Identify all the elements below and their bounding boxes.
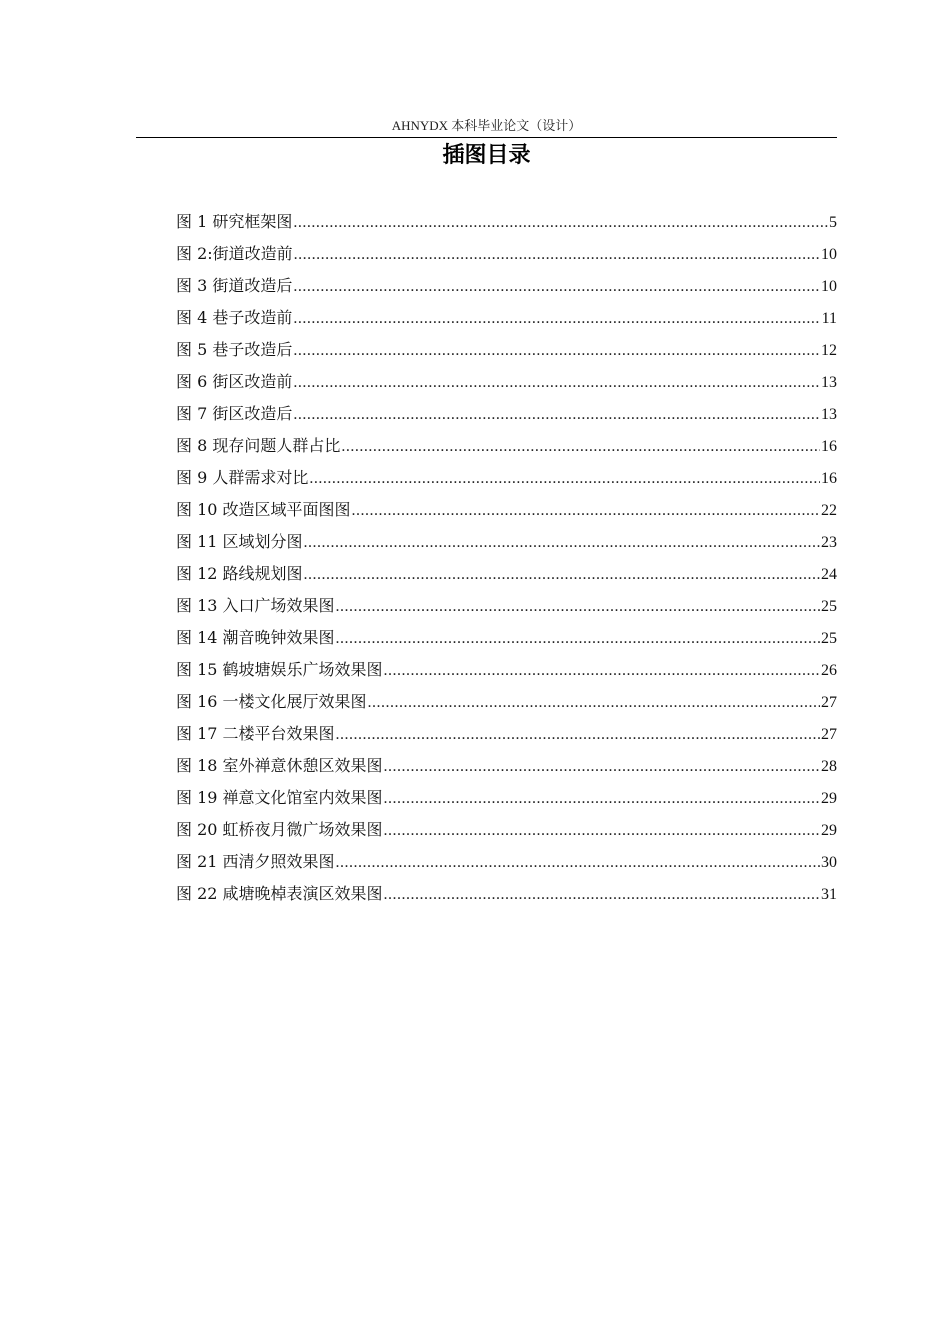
toc-entry-label: 图 10 改造区域平面图图 [176, 500, 351, 519]
toc-entry-page-number: 24 [821, 566, 837, 583]
dot-leader [336, 847, 820, 879]
toc-entry-label: 图 9 人群需求对比 [176, 468, 309, 487]
toc-entry-page-number: 11 [821, 310, 837, 327]
dot-leader [293, 335, 820, 367]
dot-leader [293, 399, 820, 431]
toc-entry-page-number: 16 [821, 438, 837, 455]
toc-entry[interactable] [176, 494, 837, 526]
dot-leader [336, 623, 820, 655]
toc-entry[interactable] [176, 430, 837, 462]
toc-entry[interactable] [176, 782, 837, 814]
dot-leader [293, 367, 820, 399]
toc-entry[interactable] [176, 814, 837, 846]
toc-entry-label: 图 12 路线规划图 [176, 564, 303, 583]
toc-entry[interactable] [176, 206, 837, 238]
list-of-figures [176, 206, 837, 910]
toc-entry[interactable] [176, 366, 837, 398]
toc-entry-label: 图 17 二楼平台效果图 [176, 724, 335, 743]
dot-leader [293, 207, 828, 239]
dot-leader [294, 239, 820, 271]
header-rule [136, 137, 837, 138]
toc-entry-label: 图 8 现存问题人群占比 [176, 436, 341, 455]
dot-leader [304, 527, 820, 559]
dot-leader [341, 431, 820, 463]
toc-entry-label: 图 11 区域划分图 [176, 532, 303, 551]
toc-entry-page-number: 29 [821, 822, 837, 839]
toc-entry[interactable] [176, 238, 837, 270]
toc-entry[interactable] [176, 622, 837, 654]
toc-entry-page-number: 27 [821, 726, 837, 743]
toc-entry[interactable] [176, 302, 837, 334]
toc-entry-label: 图 13 入口广场效果图 [176, 596, 335, 615]
toc-entry[interactable] [176, 718, 837, 750]
toc-entry[interactable] [176, 334, 837, 366]
toc-entry[interactable] [176, 462, 837, 494]
toc-entry-page-number: 25 [821, 598, 837, 615]
toc-entry-page-number: 29 [821, 790, 837, 807]
toc-entry[interactable] [176, 654, 837, 686]
toc-entry[interactable] [176, 558, 837, 590]
dot-leader [384, 655, 820, 687]
toc-entry-label: 图 7 街区改造后 [176, 404, 293, 423]
dot-leader [384, 879, 820, 911]
toc-entry-label: 图 16 一楼文化展厅效果图 [176, 692, 367, 711]
toc-title: 插图目录 [442, 143, 531, 168]
dot-leader [336, 591, 820, 623]
toc-entry-label: 图 21 西清夕照效果图 [176, 852, 335, 871]
toc-entry-page-number: 10 [821, 246, 837, 263]
toc-entry-label: 图 3 街道改造后 [176, 276, 293, 295]
toc-entry-page-number: 10 [821, 278, 837, 295]
running-header: AHNYDX 本科毕业论文（设计） [391, 118, 582, 133]
toc-entry-page-number: 5 [829, 214, 837, 231]
toc-entry-page-number: 23 [821, 534, 837, 551]
dot-leader [384, 815, 820, 847]
toc-entry-page-number: 12 [821, 342, 837, 359]
dot-leader [336, 719, 820, 751]
toc-entry[interactable] [176, 686, 837, 718]
toc-entry-page-number: 26 [821, 662, 837, 679]
toc-entry-label: 图 1 研究框架图 [176, 212, 293, 231]
toc-entry-label: 图 22 咸塘晚棹表演区效果图 [176, 884, 383, 903]
toc-entry[interactable] [176, 526, 837, 558]
toc-entry[interactable] [176, 750, 837, 782]
toc-entry[interactable] [176, 878, 837, 910]
toc-entry-page-number: 31 [821, 886, 837, 903]
dot-leader [309, 463, 820, 495]
toc-entry-page-number: 13 [821, 406, 837, 423]
dot-leader [304, 559, 820, 591]
dot-leader [293, 271, 820, 303]
dot-leader [384, 751, 820, 783]
dot-leader [384, 783, 820, 815]
toc-entry-label: 图 2:街道改造前 [176, 244, 293, 263]
toc-entry-page-number: 30 [821, 854, 837, 871]
dot-leader [368, 687, 820, 719]
toc-entry-label: 图 20 虹桥夜月微广场效果图 [176, 820, 383, 839]
toc-entry[interactable] [176, 398, 837, 430]
dot-leader [293, 303, 820, 335]
toc-entry-label: 图 19 禅意文化馆室内效果图 [176, 788, 383, 807]
toc-entry[interactable] [176, 590, 837, 622]
toc-entry-page-number: 16 [821, 470, 837, 487]
toc-entry-page-number: 27 [821, 694, 837, 711]
toc-entry-label: 图 18 室外禅意休憩区效果图 [176, 756, 383, 775]
toc-entry-label: 图 15 鹤坡塘娱乐广场效果图 [176, 660, 383, 679]
toc-entry-label: 图 14 潮音晚钟效果图 [176, 628, 335, 647]
toc-entry-label: 图 5 巷子改造后 [176, 340, 293, 359]
toc-entry-page-number: 28 [821, 758, 837, 775]
toc-entry-label: 图 6 街区改造前 [176, 372, 293, 391]
toc-entry-page-number: 22 [821, 502, 837, 519]
dot-leader [352, 495, 820, 527]
toc-entry[interactable] [176, 270, 837, 302]
toc-entry-label: 图 4 巷子改造前 [176, 308, 293, 327]
toc-entry-page-number: 25 [821, 630, 837, 647]
toc-entry-page-number: 13 [821, 374, 837, 391]
toc-entry[interactable] [176, 846, 837, 878]
